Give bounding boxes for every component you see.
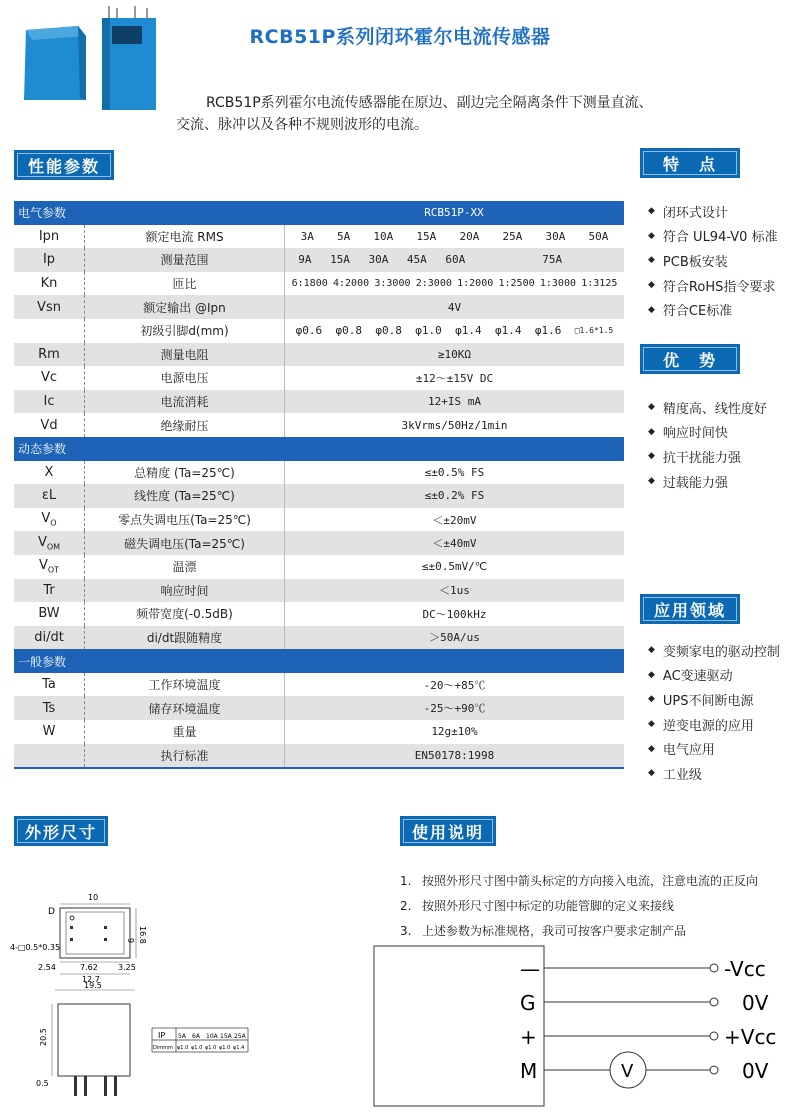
svg-text:15A: 15A xyxy=(220,1033,232,1040)
applications-list xyxy=(648,638,780,786)
svg-text:2.54: 2.54 xyxy=(38,963,56,972)
svg-text:0V: 0V xyxy=(742,991,769,1015)
svg-text:D: D xyxy=(48,907,55,917)
table-row: 执行标准 EN50178:1998 xyxy=(14,744,624,768)
table-head-dynamic: 动态参数 xyxy=(14,437,624,461)
list-item: ◆ 符合 UL94-V0 标准 xyxy=(648,230,778,246)
pin-size-table xyxy=(152,1028,248,1052)
svg-text:12.7: 12.7 xyxy=(82,975,100,984)
svg-text:+Vcc: +Vcc xyxy=(724,1025,777,1049)
table-row: $V_{OT}$ 温漂 ≤±0.5mV/℃ xyxy=(14,555,624,579)
list-item: ◆ 过载能力强 xyxy=(648,475,728,491)
svg-text:φ1.0: φ1.0 xyxy=(191,1045,203,1051)
list-item: 2. 按照外形尺寸图中标定的功能管脚的定义来接线 xyxy=(400,898,675,913)
dimensions-drawing xyxy=(0,880,370,1120)
symbol-vo: $V_O$ xyxy=(41,511,57,528)
product-image-front xyxy=(18,12,90,102)
spec-table xyxy=(14,201,624,769)
svg-text:φ1.0: φ1.0 xyxy=(177,1045,189,1051)
svg-text:+: + xyxy=(520,1025,537,1049)
list-item: 1. 按照外形尺寸图中箭头标定的方向接入电流，注意电流的正反向 xyxy=(400,873,759,888)
list-item: ◆ 精度高、线性度好 xyxy=(648,401,767,417)
list-item: ◆ 变频家电的驱动控制 xyxy=(648,644,780,660)
list-item: ◆ 闭环式设计 xyxy=(648,205,728,221)
list-item: ◆ 逆变电源的应用 xyxy=(648,718,754,734)
table-row: $V_{OM}$ 磁失调电压(Ta=25℃) ＜±40mV xyxy=(14,531,624,555)
svg-text:M: M xyxy=(520,1059,538,1083)
usage-list xyxy=(400,868,758,943)
svg-text:IP: IP xyxy=(158,1031,166,1040)
svg-text:4-□0.5*0.35: 4-□0.5*0.35 xyxy=(10,943,61,952)
list-item: ◆ UPS不间断电源 xyxy=(648,693,754,709)
section-features: 特 点 xyxy=(640,148,740,178)
table-row: Vd 绝缘耐压 3kVrms/50Hz/1min xyxy=(14,413,624,437)
svg-text:0.5: 0.5 xyxy=(36,1079,49,1088)
symbol-vom: $V_{OM}$ xyxy=(37,534,61,552)
list-item: ◆ 符合RoHS指令要求 xyxy=(648,279,776,295)
features-list xyxy=(648,199,778,322)
svg-text:6A: 6A xyxy=(192,1033,200,1040)
section-advantages: 优 势 xyxy=(640,344,740,374)
table-row: εL 线性度 (Ta=25℃) ≤±0.2% FS xyxy=(14,484,624,508)
symbol-vot: $V_{OT}$ xyxy=(38,558,60,575)
svg-text:φ1.0: φ1.0 xyxy=(219,1045,231,1051)
section-dimensions: 外形尺寸 xyxy=(14,816,108,846)
list-item: ◆ 符合CE标准 xyxy=(648,304,733,320)
table-row: BW 频带宽度(-0.5dB) DC～100kHz xyxy=(14,602,624,626)
section-usage: 使用说明 xyxy=(400,816,496,846)
product-image-side xyxy=(98,6,162,114)
list-item: ◆ PCB板安装 xyxy=(648,254,728,270)
svg-text:7.62: 7.62 xyxy=(80,963,98,972)
svg-text:9: 9 xyxy=(126,938,135,944)
table-row: 初级引脚d(mm) φ0.6 φ0.8 φ0.8 φ1.0 φ1.4 φ1.4 φ1.6 □1.6*1.5 xyxy=(14,319,624,343)
list-item: 3. 上述参数为标准规格，我司可按客户要求定制产品 xyxy=(400,923,687,938)
table-row: di/dt di/dt跟随精度 ＞50A/us xyxy=(14,626,624,650)
svg-text:16.8: 16.8 xyxy=(138,926,147,944)
svg-text:3.25: 3.25 xyxy=(118,963,136,972)
svg-text:G: G xyxy=(520,991,536,1015)
table-row: $V_O$ 零点失调电压(Ta=25℃) ＜±20mV xyxy=(14,508,624,532)
table-row: Kn 匝比 6:1800 4:2000 3:3000 2:3000 1:2000 1:2500 1:3000 1:3125 xyxy=(14,272,624,296)
section-performance: 性能参数 xyxy=(14,150,114,180)
svg-text:—: — xyxy=(520,957,540,981)
advantages-list xyxy=(648,395,767,493)
table-head-general: 一般参数 xyxy=(14,649,624,673)
table-head-electrical: 电气参数 RCB51P-XX xyxy=(14,201,624,225)
table-row: Ts 储存环境温度 -25～+90℃ xyxy=(14,696,624,720)
svg-text:5A: 5A xyxy=(178,1033,186,1040)
list-item: ◆ 电气应用 xyxy=(648,743,715,759)
table-row: Tr 响应时间 ＜1us xyxy=(14,579,624,603)
svg-text:φ1.4: φ1.4 xyxy=(233,1045,245,1051)
table-row: Ip 测量范围 9A 15A 30A 45A 60A 75A xyxy=(14,248,624,272)
list-item: ◆ 工业级 xyxy=(648,767,702,783)
page-title: RCB51P系列闭环霍尔电流传感器 xyxy=(249,26,551,48)
list-item: ◆ 响应时间快 xyxy=(648,426,728,442)
wiring-diagram xyxy=(370,944,790,1114)
table-row: Ipn 额定电流 RMS 3A 5A 10A 15A 20A 25A 30A 50A xyxy=(14,225,624,249)
intro-text: RCB51P系列霍尔电流传感器能在原边、副边完全隔离条件下测量直流、交流、脉冲以及各种不规则波形的电流。 xyxy=(176,95,653,133)
svg-text:0V: 0V xyxy=(742,1059,769,1083)
list-item: ◆ 抗干扰能力强 xyxy=(648,450,741,466)
table-row: W 重量 12g±10% xyxy=(14,720,624,744)
svg-text:10A: 10A xyxy=(206,1033,218,1040)
svg-text:Dimmm: Dimmm xyxy=(153,1045,173,1051)
svg-text:25A: 25A xyxy=(234,1033,246,1040)
table-row: Rm 测量电阻 ≥10KΩ xyxy=(14,343,624,367)
svg-text:20.5: 20.5 xyxy=(39,1028,48,1046)
list-item: ◆ AC变速驱动 xyxy=(648,669,733,685)
svg-text:φ1.0: φ1.0 xyxy=(205,1045,217,1051)
table-row: Ta 工作环境温度 -20～+85℃ xyxy=(14,673,624,697)
svg-text:-Vcc: -Vcc xyxy=(724,957,766,981)
svg-text:19.5: 19.5 xyxy=(84,981,102,990)
svg-text:V: V xyxy=(621,1061,634,1082)
table-row: Ic 电流消耗 12+IS mA xyxy=(14,390,624,414)
svg-text:10: 10 xyxy=(88,893,99,902)
table-row: X 总精度 (Ta=25℃) ≤±0.5% FS xyxy=(14,461,624,485)
section-applications: 应用领域 xyxy=(640,594,740,624)
table-row: Vsn 额定输出 @Ipn 4V xyxy=(14,295,624,319)
table-row: Vc 电源电压 ±12～±15V DC xyxy=(14,366,624,390)
